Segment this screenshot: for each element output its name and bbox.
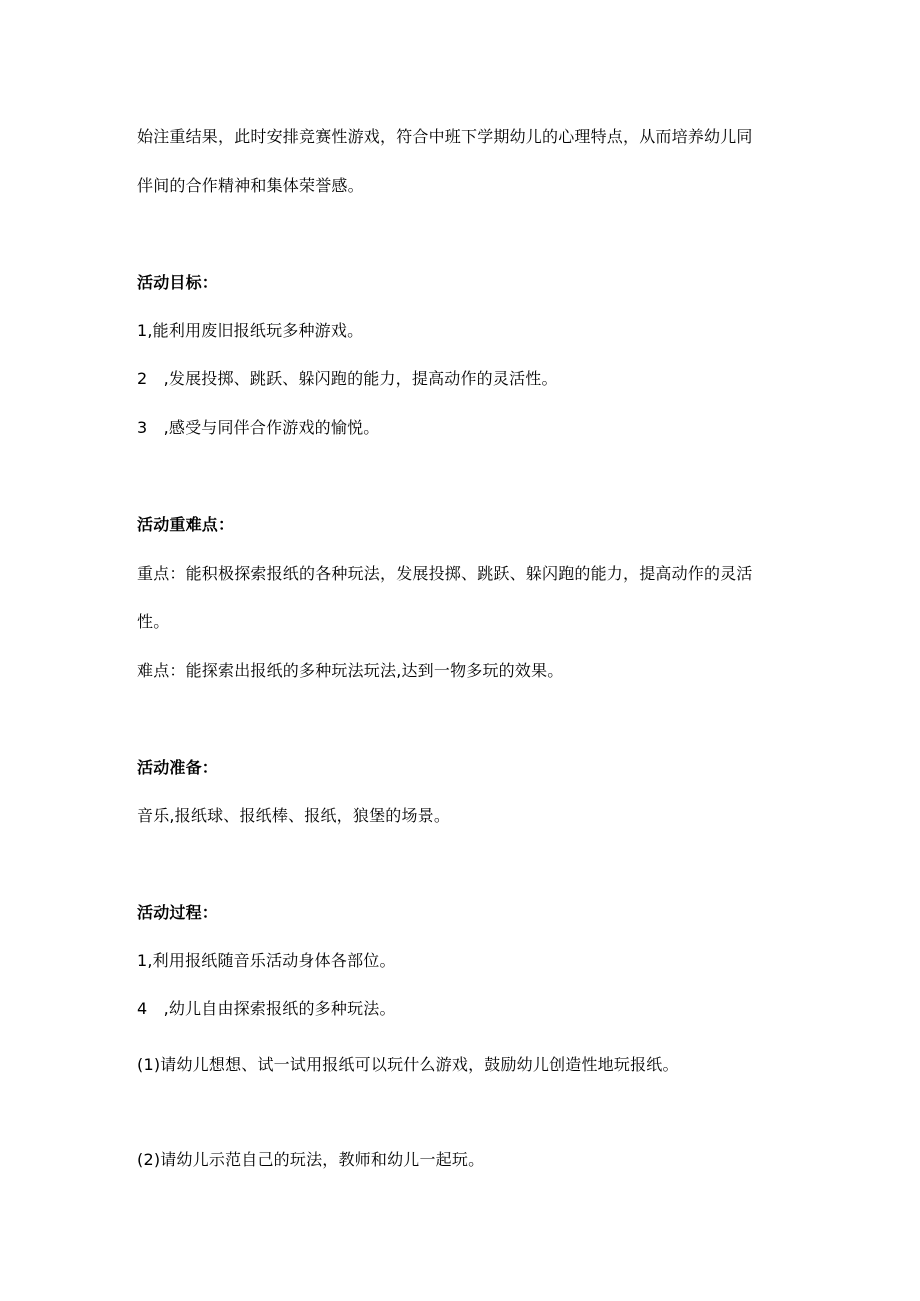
intro-line-2: 伴间的合作精神和集体荣誉感。 xyxy=(137,176,364,195)
difficulty-line: 难点：能探索出报纸的多种玩法玩法,达到一物多玩的效果。 xyxy=(137,661,564,680)
process-item-3: (1)请幼儿想想、试一试用报纸可以玩什么游戏，鼓励幼儿创造性地玩报纸。 xyxy=(137,1055,679,1074)
focus-line-2: 性。 xyxy=(137,612,170,631)
goals-heading: 活动目标： xyxy=(137,273,219,292)
process-item-2: 4 ,幼儿自由探索报纸的多种玩法。 xyxy=(137,999,396,1018)
focus-line-1: 重点：能积极探索报纸的各种玩法，发展投掷、跳跃、躲闪跑的能力，提高动作的灵活 xyxy=(137,564,753,583)
preparation-heading: 活动准备： xyxy=(137,758,219,777)
goal-item-1: 1,能利用废旧报纸玩多种游戏。 xyxy=(137,321,364,340)
goal-item-3: 3 ,感受与同伴合作游戏的愉悦。 xyxy=(137,418,380,437)
preparation-text: 音乐,报纸球、报纸棒、报纸，狼堡的场景。 xyxy=(137,806,451,825)
intro-line-1: 始注重结果，此时安排竞赛性游戏，符合中班下学期幼儿的心理特点，从而培养幼儿同 xyxy=(137,127,753,146)
goal-item-2: 2 ,发展投掷、跳跃、躲闪跑的能力，提高动作的灵活性。 xyxy=(137,369,558,388)
process-item-4: (2)请幼儿示范自己的玩法，教师和幼儿一起玩。 xyxy=(137,1150,485,1169)
process-heading: 活动过程： xyxy=(137,903,219,922)
key-points-heading: 活动重难点： xyxy=(137,515,235,534)
process-item-1: 1,利用报纸随音乐活动身体各部位。 xyxy=(137,951,396,970)
